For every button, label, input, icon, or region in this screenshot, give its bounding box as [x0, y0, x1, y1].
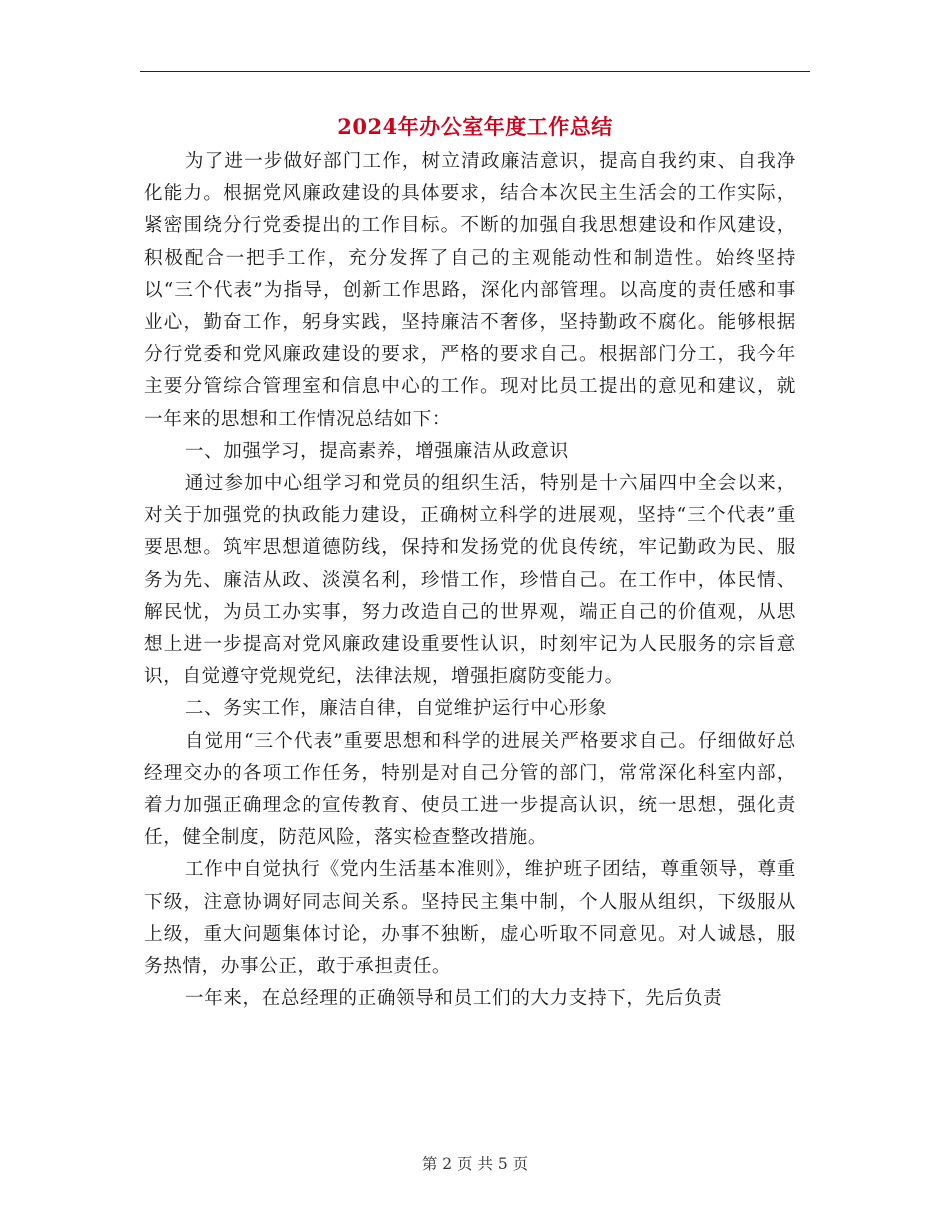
- body-paragraph-section-2a: 自觉用“三个代表”重要思想和科学的进展关严格要求自己。仔细做好总经理交办的各项工作任务，特别是对自己分管的部门，常常深化科室内部，着力加强正确理念的宣传教育、使员工进一步提高认识，统一思想，强化责任，健全制度，防范风险，落实检查整改措施。: [144, 730, 796, 849]
- body-paragraph-intro: 为了进一步做好部门工作，树立清政廉洁意识，提高自我约束、自我净化能力。根据党风廉政建设的具体要求，结合本次民主生活会的工作实际，紧密围绕分行党委提出的工作目标。不断的加强自我思想建设和作风建设，积极配合一把手工作，充分发挥了自己的主观能动性和制造性。始终坚持以“三个代表”为指导，创新工作思路，深化内部管理。以高度的责任感和事业心，勤奋工作，躬身实践，坚持廉洁不奢侈，坚持勤政不腐化。能够根据分行党委和党风廉政建设的要求，严格的要求自己。根据部门分工，我今年主要分管综合管理室和信息中心的工作。现对比员工提出的意见和建议，就一年来的思想和工作情况总结如下：: [144, 151, 796, 430]
- section-heading-2: 二、务实工作，廉洁自律，自觉维护运行中心形象: [184, 698, 608, 720]
- body-paragraph-section-1: 通过参加中心组学习和党员的组织生活，特别是十六届四中全会以来，对关于加强党的执政能力建设，正确树立科学的进展观，坚持“三个代表”重要思想。筑牢思想道德防线，保持和发扬党的优良传统，牢记勤政为民、服务为先、廉洁从政、淡漠名利，珍惜工作，珍惜自己。在工作中，体民情、解民忧，为员工办实事，努力改造自己的世界观，端正自己的价值观，从思想上进一步提高对党风廉政建设重要性认识，时刻牢记为人民服务的宗旨意识，自觉遵守党规党纪，法律法规，增强拒腐防变能力。: [144, 473, 796, 688]
- document-body: [144, 146, 796, 1015]
- body-paragraph-section-2c: 一年来，在总经理的正确领导和员工们的大力支持下，先后负责: [184, 988, 723, 1010]
- section-heading-1: 一、加强学习，提高素养，增强廉洁从政意识: [184, 440, 569, 462]
- header-rule: [140, 71, 810, 72]
- page-number-footer: 第 2 页 共 5 页: [421, 1155, 529, 1173]
- document-title: 2024年办公室年度工作总结: [337, 114, 613, 139]
- body-paragraph-section-2b: 工作中自觉执行《党内生活基本准则》，维护班子团结，尊重领导，尊重下级，注意协调好同志间关系。坚持民主集中制，个人服从组织，下级服从上级，重大问题集体讨论，办事不独断，虚心听取不同意见。对人诚恳，服务热情，办事公正，敢于承担责任。: [144, 859, 796, 978]
